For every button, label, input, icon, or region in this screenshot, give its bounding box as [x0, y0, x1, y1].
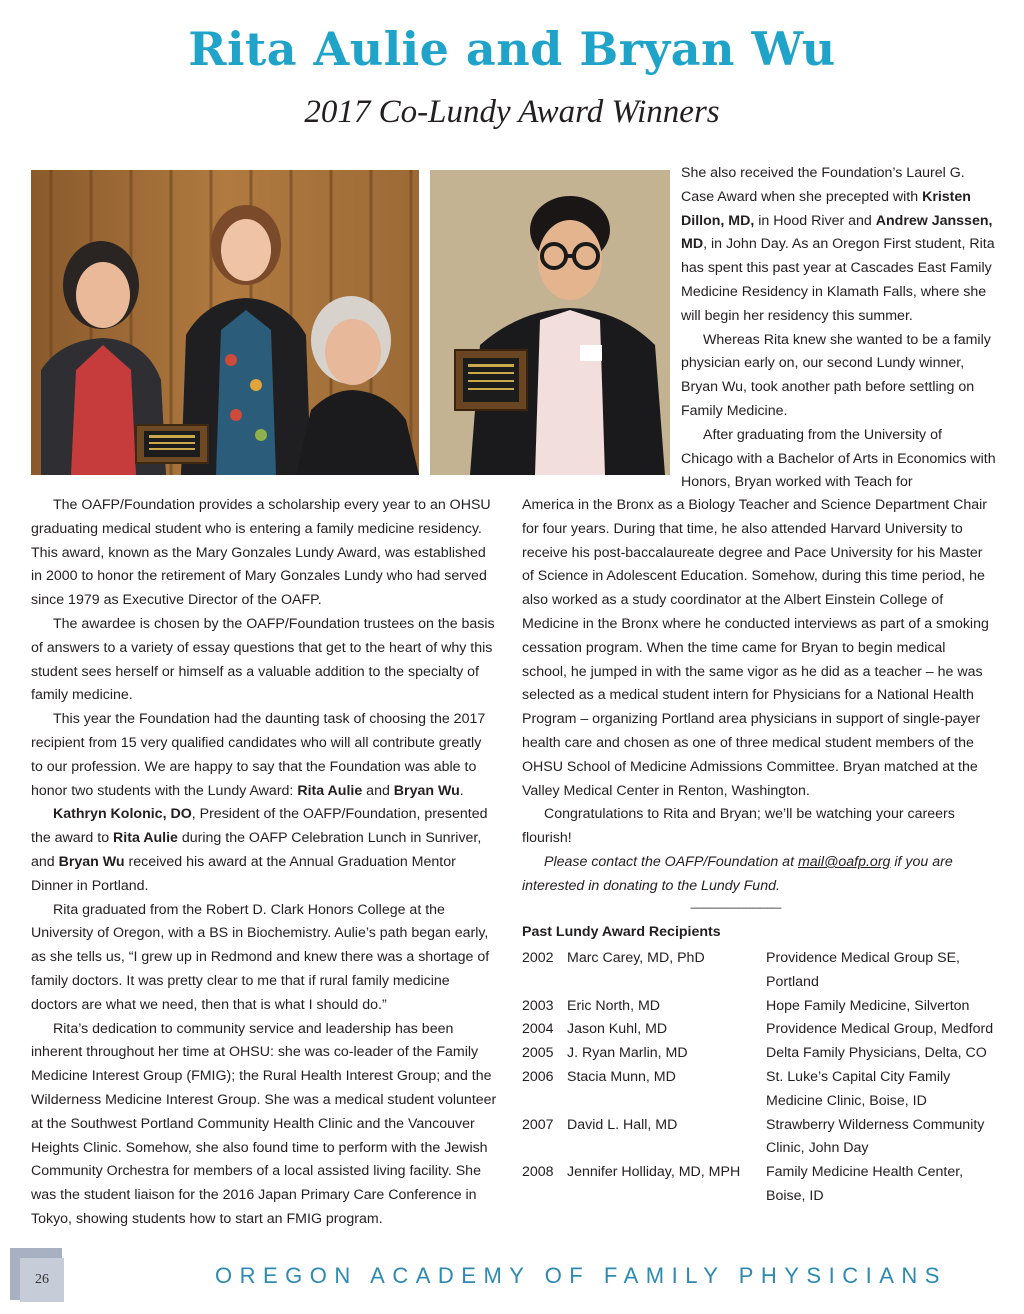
page-number-box [10, 1248, 62, 1300]
list-item [522, 1066, 1002, 1114]
recipient-year: 2006 [522, 1068, 554, 1085]
recipient-year: 2007 [522, 1116, 554, 1133]
recipient-place: Hope Family Medicine, Silverton [766, 997, 970, 1014]
page-subtitle: 2017 Co-Lundy Award Winners [304, 94, 720, 130]
photo-bryan-wu [430, 170, 670, 475]
photo-rita-aulie-image [31, 170, 419, 475]
list-item [522, 947, 1002, 995]
list-item [522, 1114, 1002, 1162]
recipient-name: Jason Kuhl, MD [567, 1021, 668, 1038]
left-paragraph-4: Kathryn Kolonic, DO, President of the OAFP/Foundation, presented the award to Rita Aulie during the OAFP Celebration Lunch in Sunriver, and Bryan Wu received his award at the Annual Graduation Mentor Dinner in Portland. [31, 806, 488, 894]
left-paragraph-5: Rita graduated from the Robert D. Clark Honors College at the University of Oregon, with a BS in Biochemistry. Aulie’s path began early, as she tells us, “I grew up in Redmond and knew there was a shortage of family doctors. It was pretty clear to me that if rural family medicine doctors are what we need, then that is what I should do.” [31, 901, 490, 1013]
page-title: Rita Aulie and Bryan Wu [188, 22, 836, 76]
intro-paragraph-3: After graduating from the University of Chicago with a Bachelor of Arts in Economics with Honors, Bryan worked with Teach for [681, 426, 996, 491]
recipient-name: Marc Carey, MD, PhD [567, 950, 705, 966]
list-item [522, 995, 1002, 1019]
right-paragraph-3: Please contact the OAFP/Foundation at mail@oafp.org if you are interested in donating to the Lundy Fund. [522, 853, 953, 894]
recipient-place: Family Medicine Health Center, Boise, ID [766, 1164, 964, 1204]
list-item [522, 1018, 1002, 1042]
left-paragraph-2: The awardee is chosen by the OAFP/Foundation trustees on the basis of answers to a variety of essay questions that get to the heart of why this student sees herself or himself as a valuable addition to the specialty of family medicine. [31, 615, 495, 704]
section-divider: --------------------------------------- [690, 903, 781, 914]
photo-rita-aulie [31, 170, 419, 475]
recipient-place: Delta Family Physicians, Delta, CO [766, 1045, 987, 1062]
past-recipients-heading: Past Lundy Award Recipients [522, 924, 721, 940]
photo-bryan-wu-image [430, 170, 670, 475]
recipient-year: 2008 [522, 1164, 554, 1181]
recipient-place: St. Luke’s Capital City Family Medicine Clinic, Boise, ID [766, 1068, 951, 1109]
right-paragraph-2: Congratulations to Rita and Bryan; we’ll be watching your careers flourish! [522, 806, 955, 847]
left-paragraph-3: This year the Foundation had the daunting task of choosing the 2017 recipient from 15 very qualified candidates who will all contribute greatly to our profession. We are happy to say that the Foundation was able to honor two students with the Lundy Award: Rita Aulie and Bryan Wu. [31, 711, 486, 799]
page-number: 26 [20, 1258, 64, 1302]
footer-org-name: OREGON ACADEMY OF FAMILY PHYSICIANS [215, 1263, 947, 1288]
recipient-place: Providence Medical Group, Medford [766, 1021, 994, 1038]
right-paragraph-1: America in the Bronx as a Biology Teacher and Science Department Chair for four years. During that time, he also attended Harvard University to receive his post-baccalaureate degree and Pace University for his Master of Science in Adolescent Education. Somehow, during this time period, he also worked as a study coordinator at the Albert Einstein College of Medicine in the Bronx where he conducted interviews as part of a smoking cessation program. When the time came for Bryan to begin medical school, he jumped in with the same vigor as he did as a teacher – he was selected as a medical student intern for Physicians for a National Health Program – organizing Portland area physicians in support of single-payer health care and chosen as one of three medical student members of the OHSU School of Medicine Admissions Committee. Bryan matched at the Valley Medical Center in Renton, Washington. [522, 497, 989, 799]
recipient-year: 2004 [522, 1021, 554, 1038]
intro-paragraph-2: Whereas Rita knew she wanted to be a family physician early on, our second Lundy winner, Bryan Wu, took another path before settling on Family Medicine. [681, 331, 991, 419]
recipient-place: Strawberry Wilderness Community Clinic, John Day [766, 1116, 985, 1157]
right-column [522, 494, 994, 899]
intro-paragraph-1: She also received the Foundation’s Laurel G. Case Award when she precepted with Kristen Dillon, MD, in Hood River and Andrew Janssen, MD, in John Day. As an Oregon First student, Rita has spent this past year at Cascades East Family Medicine Residency in Klamath Falls, where she will begin her residency this summer. [681, 165, 995, 324]
donate-email-link[interactable]: mail@oafp.org [797, 853, 891, 870]
recipient-year: 2002 [522, 950, 554, 966]
recipient-year: 2005 [522, 1045, 554, 1062]
recipient-place: Providence Medical Group SE, Portland [766, 950, 960, 990]
recipient-name: Stacia Munn, MD [567, 1068, 676, 1085]
recipient-name: Eric North, MD [567, 997, 661, 1014]
list-item [522, 1161, 1002, 1209]
recipient-year: 2003 [522, 997, 554, 1014]
intro-column [681, 162, 996, 495]
left-paragraph-6: Rita’s dedication to community service and leadership has been inherent throughout her time at OHSU: she was co-leader of the Family Medicine Interest Group (FMIG); the Rural Health Interest Group; and the Wilderness Medicine Interest Group. She was a medical student volunteer at the Southwest Portland Community Health Clinic and the Vancouver Heights Clinic. Somehow, she also found time to perform with the Jewish Community Orchestra for members of a local assisted living facility. She was the student liaison for the 2016 Japan Primary Care Conference in Tokyo, showing students how to start an FMIG program. [31, 1020, 497, 1227]
recipient-name: Jennifer Holliday, MD, MPH [567, 1164, 741, 1181]
left-paragraph-1: The OAFP/Foundation provides a scholarship every year to an OHSU graduating medical student who is entering a family medicine residency. This award, known as the Mary Gonzales Lundy Award, was established in 2000 to honor the retirement of Mary Gonzales Lundy who had served since 1979 as Executive Director of the OAFP. [31, 497, 491, 609]
left-column [31, 494, 497, 1232]
recipient-name: J. Ryan Marlin, MD [567, 1045, 688, 1062]
past-recipients-list [522, 947, 1002, 1209]
recipient-name: David L. Hall, MD [567, 1116, 678, 1133]
list-item [522, 1042, 1002, 1066]
